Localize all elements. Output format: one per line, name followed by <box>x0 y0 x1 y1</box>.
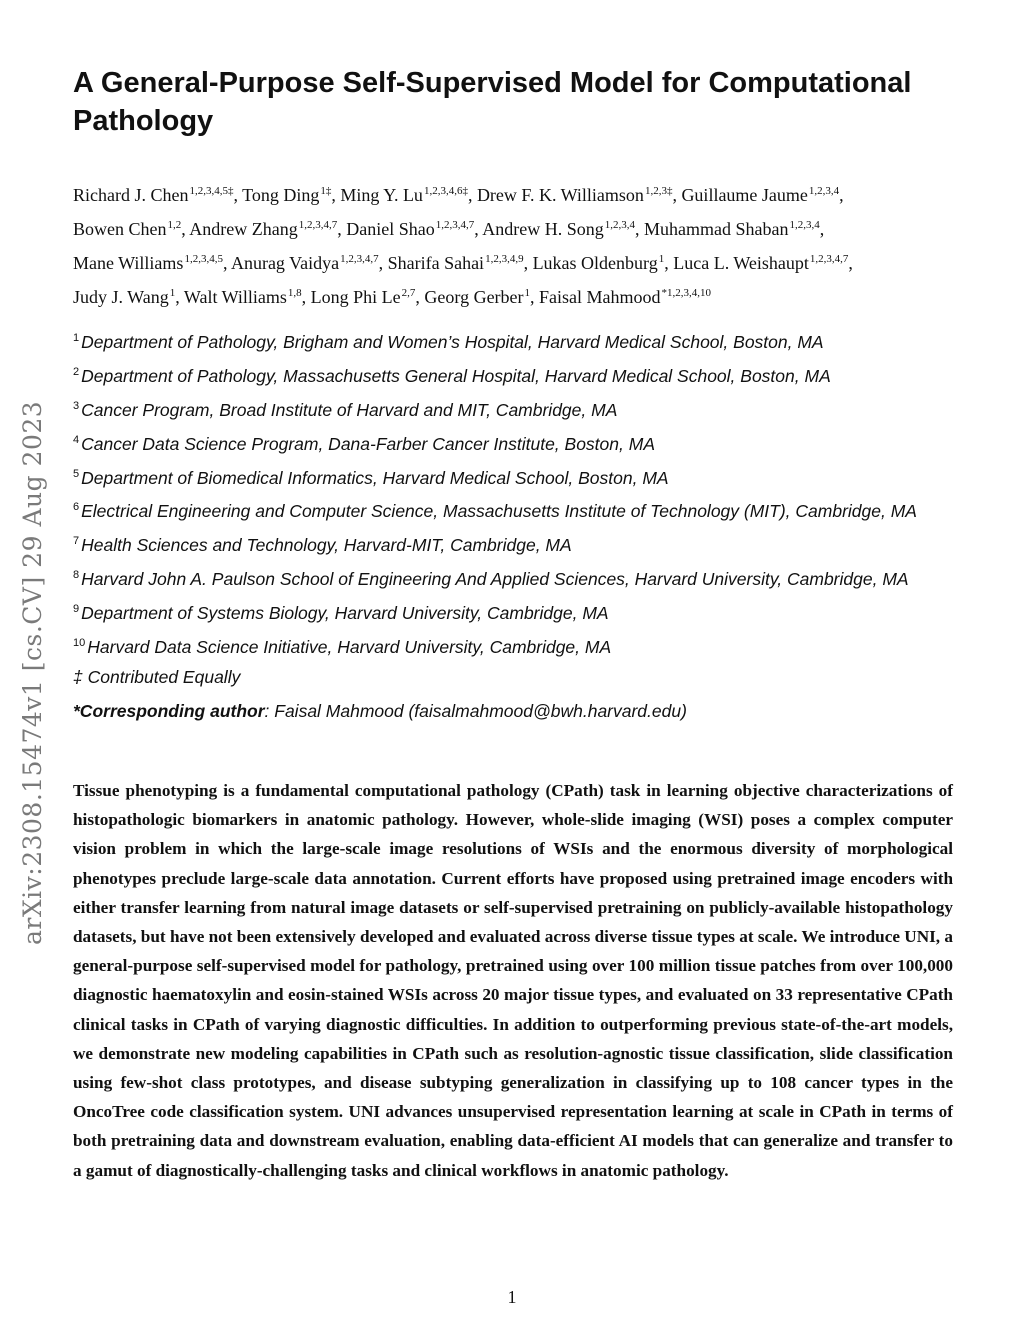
author: Walt Williams$^{1,8}$, <box>183 287 311 307</box>
arxiv-sidebar-stamp: arXiv:2308.15474v1 [cs.CV] 29 Aug 2023 <box>18 400 47 945</box>
author: Anurag Vaidya$^{1,2,3,4,7}$, <box>230 253 388 273</box>
corresponding-author-text: : Faisal Mahmood (faisalmahmood@bwh.harvard.edu) <box>264 700 687 721</box>
author: Sharifa Sahai$^{1,2,3,4,9}$, <box>387 253 533 273</box>
affiliation: $^2$ Department of Pathology, Massachusetts General Hospital, Harvard Medical School, Boston, MA <box>73 365 831 386</box>
corresponding-author-label: *Corresponding author <box>73 700 265 721</box>
author-line <box>73 244 973 278</box>
corresponding-author <box>73 696 993 730</box>
author: Muhammad Shaban$^{1,2,3,4}$, <box>643 219 825 239</box>
affiliation: $^{10}$ Harvard Data Science Initiative, Harvard University, Cambridge, MA <box>73 637 612 658</box>
author-line <box>73 210 973 244</box>
author: Tong Ding$^{1\ddagger}$, <box>242 185 341 205</box>
author: Ming Y. $Lu^{1,2,3,4,6\ddagger}$, <box>340 185 477 205</box>
author-line <box>73 278 973 312</box>
affiliation-list <box>73 323 993 730</box>
author: Georg Gerber$^1$, <box>424 287 540 307</box>
author: Andrew H. Song$^{1,2,3,4}$, <box>482 219 644 239</box>
paper-title: A General-Purpose Self-Supervised Model for Computational Pathology <box>73 67 912 137</box>
contributed-equally-note: ‡ Contributed Equally <box>73 666 241 687</box>
author: Richard J. Chen$^{1,2,3,4,5\ddagger}$, <box>73 185 243 205</box>
author: Judy J. Wang$^1$, <box>73 287 184 307</box>
affiliation: $^8$ Harvard John A. Paulson School of Engineering And Applied Sciences, Harvard University, Cambridge, MA <box>73 569 909 590</box>
author: Luca L. Weishaupt$^{1,2,3,4,7}$, <box>673 253 853 273</box>
affiliation: $^5$ Department of Biomedical Informatics, Harvard Medical School, Boston, MA <box>73 467 669 488</box>
page-number: 1 <box>507 1287 517 1307</box>
affiliation: $^1$ Department of Pathology, Brigham and Women’s Hospital, Harvard Medical School, Boston, MA <box>73 332 824 352</box>
affiliation: $^7$ Health Sciences and Technology, Harvard-MIT, Cambridge, MA <box>73 535 572 556</box>
affiliation: $^9$ Department of Systems Biology, Harvard University, Cambridge, MA <box>73 603 609 624</box>
author: Andrew Zhang$^{1,2,3,4,7}$, <box>189 219 347 239</box>
affiliation: $^3$ Cancer Program, Broad Institute of Harvard and MIT, Cambridge, MA <box>73 399 618 420</box>
author: Drew F. K. Williamson$^{1,2,3\ddagger}$, <box>476 185 682 205</box>
affiliation: $^6$ Electrical Engineering and Computer Science, Massachusetts Institute of Technology (MIT), Cambridge, MA <box>73 501 917 522</box>
author-list <box>73 176 973 312</box>
abstract: Tissue phenotyping is a fundamental computational pathology (CPath) task in learning objective characterizations of histopathologic biomarkers in anatomic pathology. However, whole-slide imaging (WSI) poses a complex computer vision problem in which the large-scale image resolutions of WSIs and the enormous diversity of morphological phenotypes preclude large-scale data annotation. Current efforts have proposed using pretrained image encoders with either transfer learning from natural image datasets or self-supervised pretraining on publicly-available histopathology datasets, but have not been extensively developed and evaluated across diverse tissue types at scale. We introduce UNI, a general-purpose self-supervised model for pathology, pretrained using over 100 million tissue patches from over 100,000 diagnostic haematoxylin and eosin-stained WSIs across 20 major tissue types, and evaluated on 33 representative CPath clinical tasks in CPath of varying diagnostic difficulties. In addition to outperforming previous state-of-the-art models, we demonstrate new modeling capabilities in CPath such as resolution-agnostic tissue classification, slide classification using few-shot class prototypes, and disease subtyping generalization in classifying up to 108 cancer types in the OncoTree code classification system. UNI advances unsupervised representation learning at scale in CPath in terms of both pretraining data and downstream evaluation, enabling data-efficient AI models that can generalize and transfer to a gamut of diagnostically-challenging tasks and clinical workflows in anatomic pathology. <box>73 781 953 1180</box>
author: Long Phi Le$^{2,7}$, <box>310 287 425 307</box>
author: Lukas Oldenburg$^1$, <box>532 253 674 273</box>
author: Bowen Chen$^{1,2}$, <box>73 219 190 239</box>
author: Guillaume Jaume$^{1,2,3,4}$, <box>681 185 844 205</box>
author: Mane Williams$^{1,2,3,4,5}$, <box>73 253 231 273</box>
author-line <box>73 176 973 210</box>
affiliation: $^4$ Cancer Data Science Program, Dana-Farber Cancer Institute, Boston, MA <box>73 433 655 454</box>
author: Faisal Mahmood$^{*1,2,3,4,10}$ <box>539 287 712 307</box>
author: Daniel Shao$^{1,2,3,4,7}$, <box>346 219 483 239</box>
